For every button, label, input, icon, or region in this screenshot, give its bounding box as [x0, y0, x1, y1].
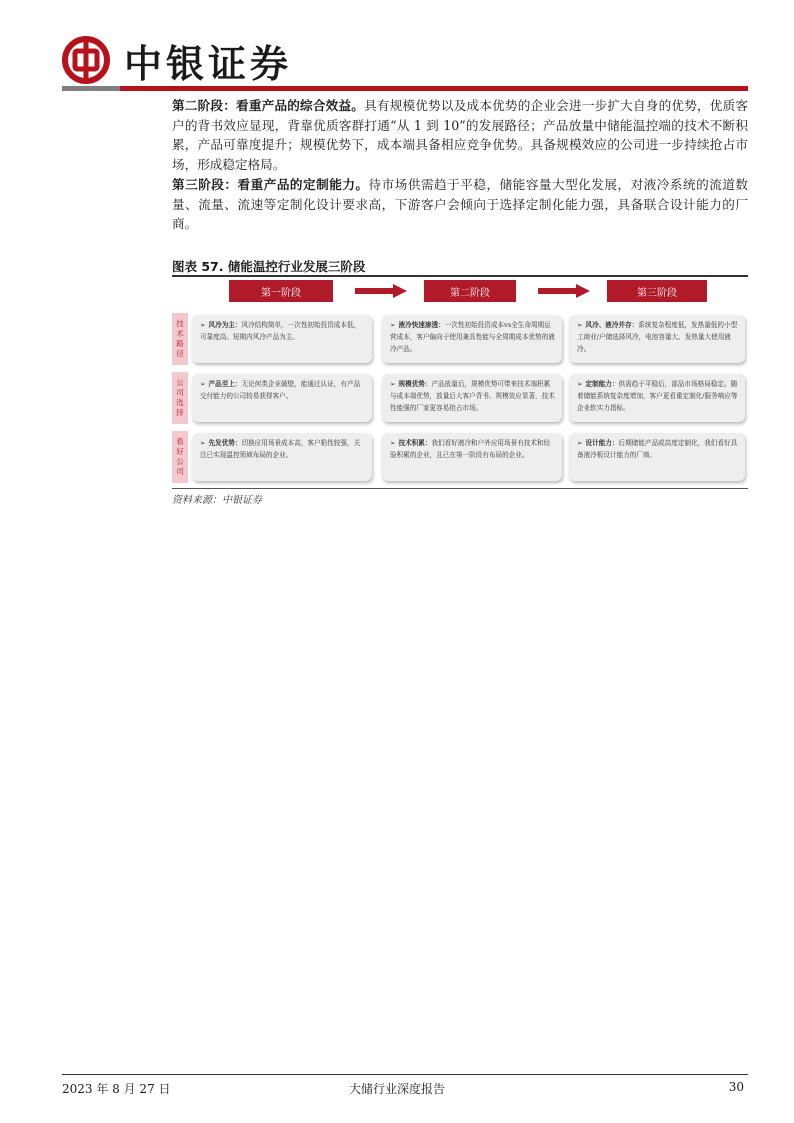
footer-rule: [62, 1074, 748, 1075]
cell-stage2-favored: [382, 433, 562, 481]
stage-header-2: 第二阶段: [424, 280, 516, 302]
cell-stage2-company: [382, 374, 562, 422]
cell-text: 无论何类企业破壁，能通过认证，有产品交付能力的公司较易获得客户。: [200, 380, 361, 400]
bullet-arrow-icon: ➢: [390, 321, 396, 329]
cell-stage3-company: [569, 374, 745, 422]
cell-stage1-company: [192, 374, 372, 422]
cell-stage3-favored: [569, 433, 745, 481]
cell-keyword: 定制能力：: [585, 380, 619, 388]
cell-text: 风冷结构简单，一次性初始投资成本低，可靠度高。短期内风冷产品为主。: [200, 321, 361, 341]
paragraph-text: 待市场供需趋于平稳，储能容量大型化发展，对液冷系统的流道数量、流量、流速等定制化设计要求高，下游客户会倾向于选择定制化能力强，具备联合设计能力的厂商。: [172, 177, 749, 231]
cell-stage1-favored: [192, 433, 372, 481]
cell-keyword: 产品至上：: [208, 380, 242, 388]
footer-date: 2023 年 8 月 27 日: [62, 1082, 171, 1096]
header-rule-gray: [62, 86, 120, 91]
cell-text: 一次性初始投资成本vs全生命周期运营成本，客户偏向于使用兼具性能与全周期成本优势的液冷产品。: [390, 321, 555, 353]
row-label-company-choice: 公司选择: [172, 372, 188, 424]
paragraph-lead: 第三阶段：看重产品的定制能力。: [172, 177, 369, 192]
bullet-arrow-icon: ➢: [200, 380, 206, 388]
paragraph-lead: 第二阶段：看重产品的综合效益。: [172, 98, 365, 113]
footer-report-title: 大储行业深度报告: [348, 1082, 445, 1096]
figure-source: 资料来源：中银证券: [172, 495, 262, 506]
cell-keyword: 设计能力：: [585, 439, 619, 447]
row-label-favored-companies: 看好公司: [172, 431, 188, 483]
header-rule: [62, 86, 748, 91]
cell-keyword: 先发优势：: [208, 439, 242, 447]
cell-keyword: 液冷快速渗透：: [398, 321, 445, 329]
cell-keyword: 规模优势：: [398, 380, 432, 388]
right-arrow-icon: [538, 284, 590, 298]
brand-logo: [62, 34, 292, 86]
row-label-tech-path: 技术路径: [172, 313, 188, 365]
cell-text: 我们看好液冷和户外应用场景有技术和经验积累的企业，且已在第一阶段有布局的企业。: [390, 439, 551, 459]
bullet-arrow-icon: ➢: [200, 439, 206, 447]
brand-name: 中银证券: [124, 41, 293, 86]
cell-text: 产品放量后，规模优势可带来技术端积累与成本端优势，放量后大客户背书、规模效应显著，技术性能强的厂家更容易抢占市场。: [390, 380, 555, 412]
right-arrow-icon: [355, 284, 407, 298]
figure-bottom-rule: [172, 488, 748, 489]
paragraph-stage-two: [172, 96, 748, 174]
bullet-arrow-icon: ➢: [577, 321, 583, 329]
cell-text: 切换应用场景成本高，客户粘性较强，关注已实现温控领域布局的企业。: [200, 439, 361, 459]
figure-title: 图表 57. 储能温控行业发展三阶段: [172, 259, 366, 274]
cell-keyword: 风冷、液冷并存：: [585, 321, 639, 329]
bullet-arrow-icon: ➢: [390, 380, 396, 388]
bullet-arrow-icon: ➢: [390, 439, 396, 447]
cell-stage1-tech: [192, 315, 372, 363]
cell-text: 供需趋于平稳后，部品市场格局稳定。随着储能系统复杂度增加，客户更看重定制化/服务响应等企业软实力指标。: [577, 380, 738, 412]
paragraph-text: 具有规模优势以及成本优势的企业会进一步扩大自身的优势，优质客户的背书效应显现，背靠优质客群打通“从 1 到 10”的发展路径；产品放量中储能温控端的技术不断积累，产品可靠度提升；规模优势下，成本端具备相应竞争优势。具备规模效应的公司进一步持续抢占市场，形成稳定格局。: [172, 98, 749, 172]
cell-text: 系统复杂程度低，发热量低的小型工商业/户储选择风冷，电池容量大、发热量大使用液冷。: [577, 321, 738, 353]
figure-top-rule: [172, 275, 748, 277]
bullet-arrow-icon: ➢: [200, 321, 206, 329]
bullet-arrow-icon: ➢: [577, 380, 583, 388]
paragraph-stage-three: [172, 175, 748, 234]
cell-stage3-tech: [569, 315, 745, 363]
cell-text: 后期储能产品或高度定制化，我们看好具备液冷板设计能力的厂商。: [577, 439, 738, 459]
bank-of-china-emblem-icon: [62, 36, 110, 84]
cell-keyword: 技术积累：: [398, 439, 432, 447]
page-number: 30: [728, 1080, 744, 1094]
stage-header-3: 第三阶段: [607, 280, 707, 302]
bullet-arrow-icon: ➢: [577, 439, 583, 447]
cell-stage2-tech: [382, 315, 562, 363]
cell-keyword: 风冷为主：: [208, 321, 242, 329]
stage-header-1: 第一阶段: [229, 280, 333, 302]
